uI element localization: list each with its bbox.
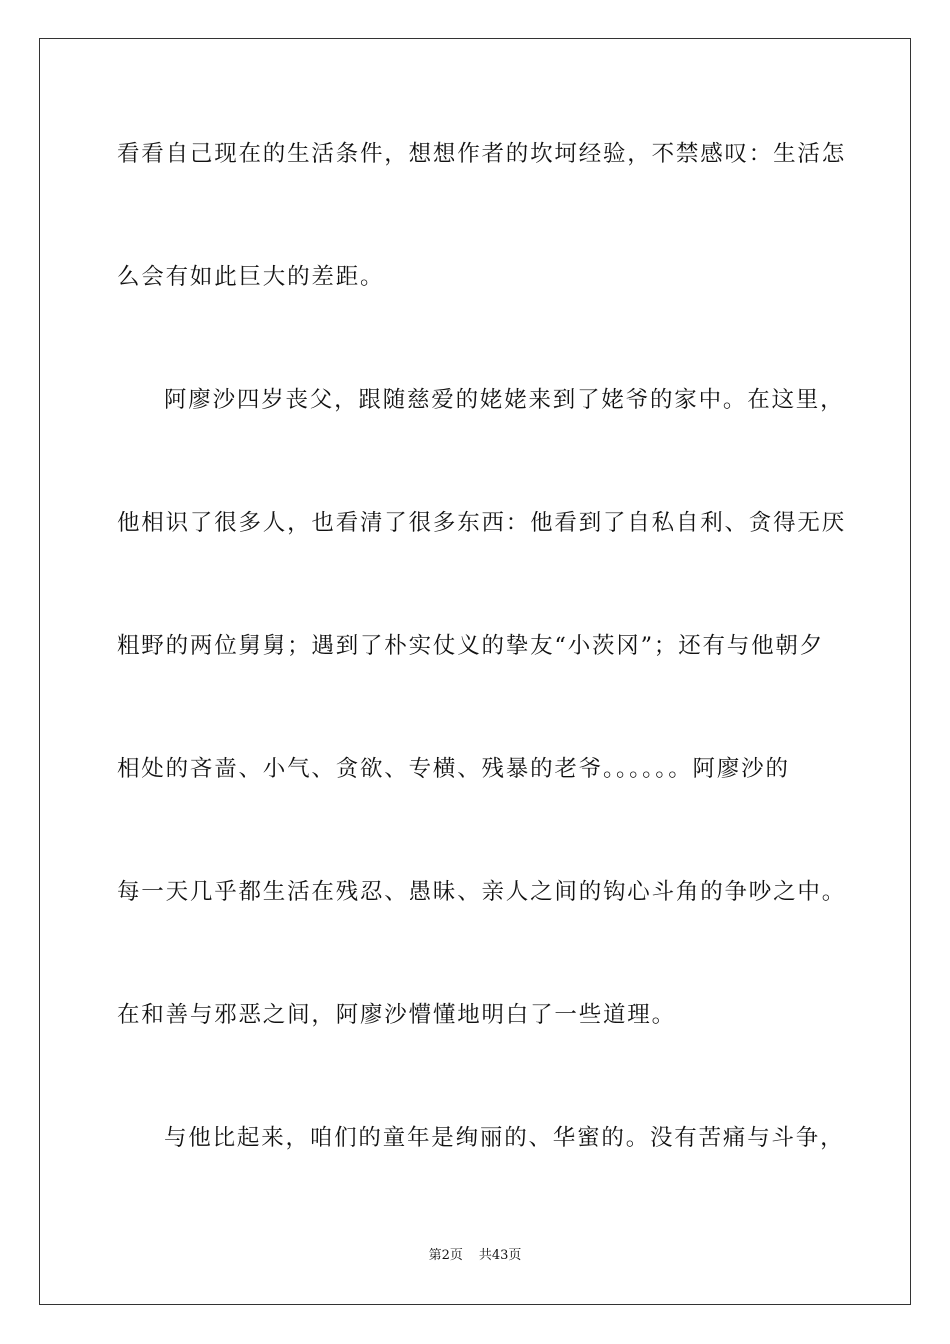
text-line-2: 么会有如此巨大的差距。 bbox=[117, 264, 385, 290]
text-line-8: 在和善与邪恶之间，阿廖沙懵懂地明白了一些道理。 bbox=[117, 1002, 676, 1028]
text-line-3: 阿廖沙四岁丧父，跟随慈爱的姥姥来到了姥爷的家中。在这里， bbox=[164, 387, 845, 413]
page-number: 第2页 bbox=[428, 1248, 463, 1263]
text-line-6: 相处的吝啬、小气、贪欲、专横、残暴的老爷。。。。。。阿廖沙的 bbox=[117, 756, 790, 782]
text-line-5: 粗野的两位舅舅；遇到了朴实仗义的挚友“小茨冈”；还有与他朝夕 bbox=[117, 633, 825, 659]
document-body bbox=[117, 124, 847, 1231]
text-line-4: 他相识了很多人，也看清了很多东西：他看到了自私自利、贪得无厌 bbox=[117, 510, 847, 536]
text-line-7: 每一天几乎都生活在残忍、愚昧、亲人之间的钩心斗角的争吵之中。 bbox=[117, 879, 847, 905]
text-line-9: 与他比起来，咱们的童年是绚丽的、华蜜的。没有苦痛与斗争， bbox=[164, 1125, 845, 1151]
text-line-1: 看看自己现在的生活条件，想想作者的坎坷经验，不禁感叹：生活怎 bbox=[117, 141, 847, 167]
page-footer bbox=[0, 1247, 950, 1265]
page-total: 共43页 bbox=[478, 1248, 522, 1263]
